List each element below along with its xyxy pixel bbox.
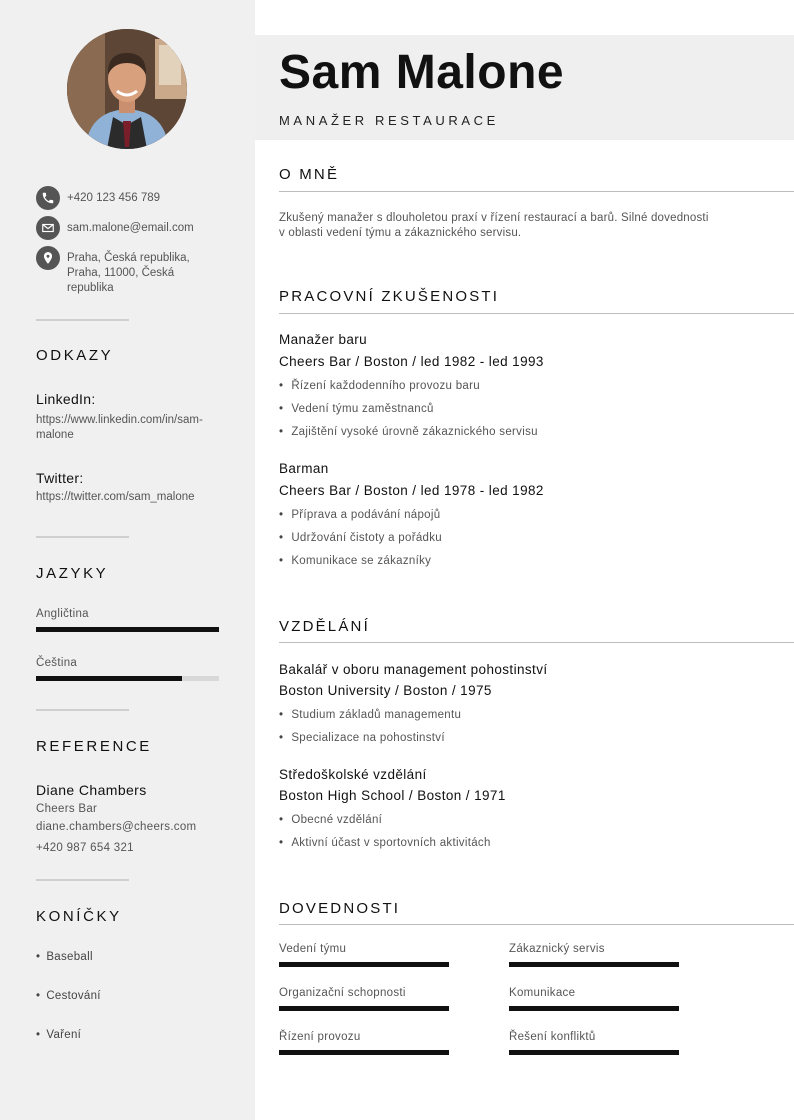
envelope-icon [36,216,60,240]
section-divider [279,924,794,925]
hobbies-heading: KONÍČKY [36,908,122,925]
sidebar-divider [36,536,129,538]
address-line: Praha, 11000, Česká [67,267,175,279]
education-place: Boston University / Boston / 1975 [279,683,492,698]
reference-email[interactable]: diane.chambers@cheers.com [36,821,197,833]
job-bullet: • Komunikace se zákazníky [279,555,431,567]
contact-address [67,251,190,296]
hobby-item: • Cestování [36,990,101,1002]
education-bullet: • Aktivní účast v sportovních aktivitách [279,837,491,849]
job-role: Manažer baru [279,332,368,347]
contact-phone[interactable]: +420 123 456 789 [67,192,161,204]
language-level-fill [36,627,219,632]
portrait-illustration [67,29,187,149]
education-bullet: • Specializace na pohostinství [279,732,445,744]
about-line: Zkušený manažer s dlouholetou praxí v řízení restaurací a barů. Silné dovednosti [279,212,709,224]
sidebar-divider [36,709,129,711]
profile-name: Sam Malone [279,46,565,99]
skill-label: Řízení provozu [279,1031,361,1043]
url-line[interactable]: malone [36,429,74,441]
skills-heading: DOVEDNOSTI [279,900,401,917]
address-line: Praha, Česká republika, [67,252,190,264]
sidebar-divider [36,319,129,321]
reference-phone[interactable]: +420 987 654 321 [36,842,134,854]
skill-bar [509,962,679,967]
contact-email[interactable]: sam.malone@email.com [67,222,194,234]
skill-bar [279,1050,449,1055]
language-name: Čeština [36,657,78,669]
section-divider [279,642,794,643]
twitter-label: Twitter: [36,470,84,486]
profile-title: MANAŽER RESTAURACE [279,113,499,128]
about-text [279,211,709,241]
job-bullet: • Zajištění vysoké úrovně zákaznického servisu [279,426,538,438]
job-bullet: • Udržování čistoty a pořádku [279,532,442,544]
education-bullet: • Studium základů managementu [279,709,461,721]
address-line: republika [67,282,114,294]
reference-name: Diane Chambers [36,782,147,798]
linkedin-label: LinkedIn: [36,391,96,407]
language-level-bar [36,676,219,681]
job-role: Barman [279,461,329,476]
skill-bar [279,962,449,967]
job-place: Cheers Bar / Boston / led 1982 - led 1993 [279,354,544,369]
experience-heading: PRACOVNÍ ZKUŠENOSTI [279,288,500,305]
job-bullet: • Řízení každodenního provozu baru [279,380,480,392]
profile-photo [67,29,187,149]
url-line[interactable]: https://www.linkedin.com/in/sam- [36,414,203,426]
about-heading: O MNĚ [279,166,340,183]
about-line: v oblasti vedení týmu a zákaznického servisu. [279,227,522,239]
phone-icon [36,186,60,210]
job-bullet: • Vedení týmu zaměstnanců [279,403,434,415]
skill-label: Komunikace [509,987,576,999]
education-bullet: • Obecné vzdělání [279,814,382,826]
section-divider [279,313,794,314]
sidebar-divider [36,879,129,881]
skill-bar [509,1006,679,1011]
reference-company: Cheers Bar [36,803,98,815]
language-name: Angličtina [36,608,89,620]
skill-label: Řešení konfliktů [509,1031,596,1043]
education-place: Boston High School / Boston / 1971 [279,788,506,803]
languages-heading: JAZYKY [36,565,109,582]
skill-label: Zákaznický servis [509,943,605,955]
skill-bar [509,1050,679,1055]
skill-bar [279,1006,449,1011]
language-level-bar [36,627,219,632]
references-heading: REFERENCE [36,738,152,755]
linkedin-url[interactable] [36,413,203,443]
map-pin-icon [36,246,60,270]
twitter-url[interactable]: https://twitter.com/sam_malone [36,491,195,503]
education-degree: Středoškolské vzdělání [279,767,427,782]
education-heading: VZDĚLÁNÍ [279,618,370,635]
skill-label: Vedení týmu [279,943,347,955]
hobby-item: • Baseball [36,951,93,963]
job-place: Cheers Bar / Boston / led 1978 - led 1982 [279,483,544,498]
language-level-fill [36,676,182,681]
hobby-item: • Vaření [36,1029,81,1041]
links-heading: ODKAZY [36,347,114,364]
skill-label: Organizační schopnosti [279,987,406,999]
job-bullet: • Příprava a podávání nápojů [279,509,440,521]
section-divider [279,191,794,192]
education-degree: Bakalář v oboru management pohostinství [279,662,548,677]
